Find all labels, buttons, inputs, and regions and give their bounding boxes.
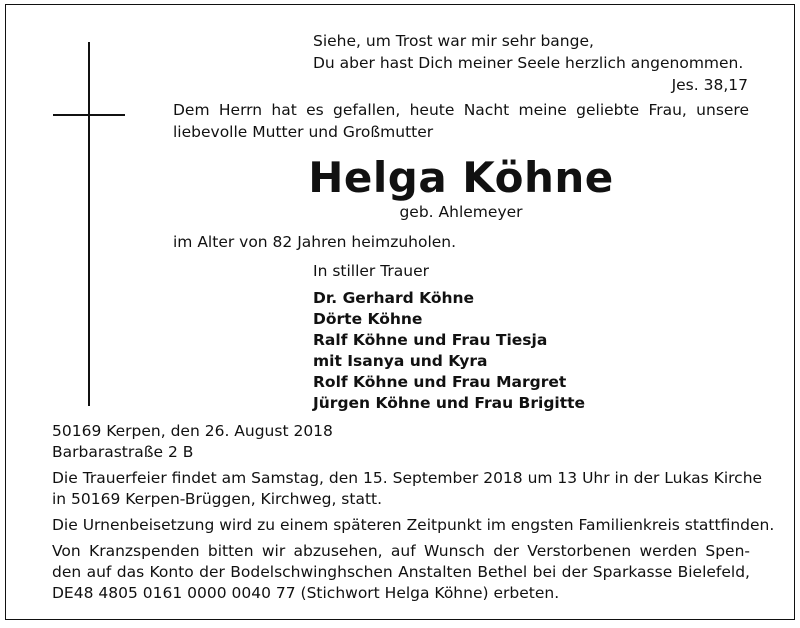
- mourner-name: mit Isanya und Kyra: [313, 352, 488, 370]
- donation-line-2: den auf das Konto der Bodelschwinghschen Anstalten Bethel bei der Sparkasse Bielefeld,: [52, 563, 750, 581]
- mourner-name: Rolf Köhne und Frau Margret: [313, 373, 567, 391]
- announcement-line-1: Dem Herrn hat es gefallen, heute Nacht meine geliebte Frau, unsere: [173, 101, 749, 119]
- funeral-line-2: in 50169 Kerpen-Brüggen, Kirchweg, statt.: [52, 490, 383, 508]
- donation-info: [52, 541, 750, 604]
- mourner-name: Dörte Köhne: [313, 310, 423, 328]
- verse-line-2: Du aber hast Dich meiner Seele herzlich angenommen.: [313, 54, 744, 72]
- mourning-heading: In stiller Trauer: [313, 262, 430, 280]
- donation-line-1: Von Kranzspenden bitten wir abzusehen, auf Wunsch der Verstorbenen werden Spen-: [52, 542, 750, 560]
- cross-horizontal-bar: [53, 114, 125, 116]
- mourner-name: Dr. Gerhard Köhne: [313, 289, 475, 307]
- address-line: Barbarastraße 2 B: [52, 443, 194, 461]
- cross-icon: [53, 42, 125, 406]
- age-line: im Alter von 82 Jahren heimzuholen.: [173, 233, 457, 251]
- funeral-line-1: Die Trauerfeier findet am Samstag, den 15. September 2018 um 13 Uhr in der Lukas Kirche: [52, 469, 763, 487]
- verse-line-1: Siehe, um Trost war mir sehr bange,: [313, 32, 594, 50]
- obituary-notice: [5, 4, 795, 620]
- urn-burial-info: Die Urnenbeisetzung wird zu einem späteren Zeitpunkt im engsten Familienkreis stattfinden.: [52, 516, 775, 534]
- announcement-line-2: liebevolle Mutter und Großmutter: [173, 123, 434, 141]
- place-date-line: 50169 Kerpen, den 26. August 2018: [52, 422, 333, 440]
- deceased-name: Helga Köhne: [308, 153, 614, 202]
- cross-vertical-bar: [88, 42, 90, 406]
- donation-line-3: DE48 4805 0161 0000 0040 77 (Stichwort Helga Köhne) erbeten.: [52, 584, 560, 602]
- mourner-name: Ralf Köhne und Frau Tiesja: [313, 331, 548, 349]
- mourner-name: Jürgen Köhne und Frau Brigitte: [313, 394, 586, 412]
- deceased-birth-name: geb. Ahlemeyer: [399, 203, 523, 221]
- verse-reference: Jes. 38,17: [671, 76, 748, 94]
- funeral-info: [52, 468, 763, 510]
